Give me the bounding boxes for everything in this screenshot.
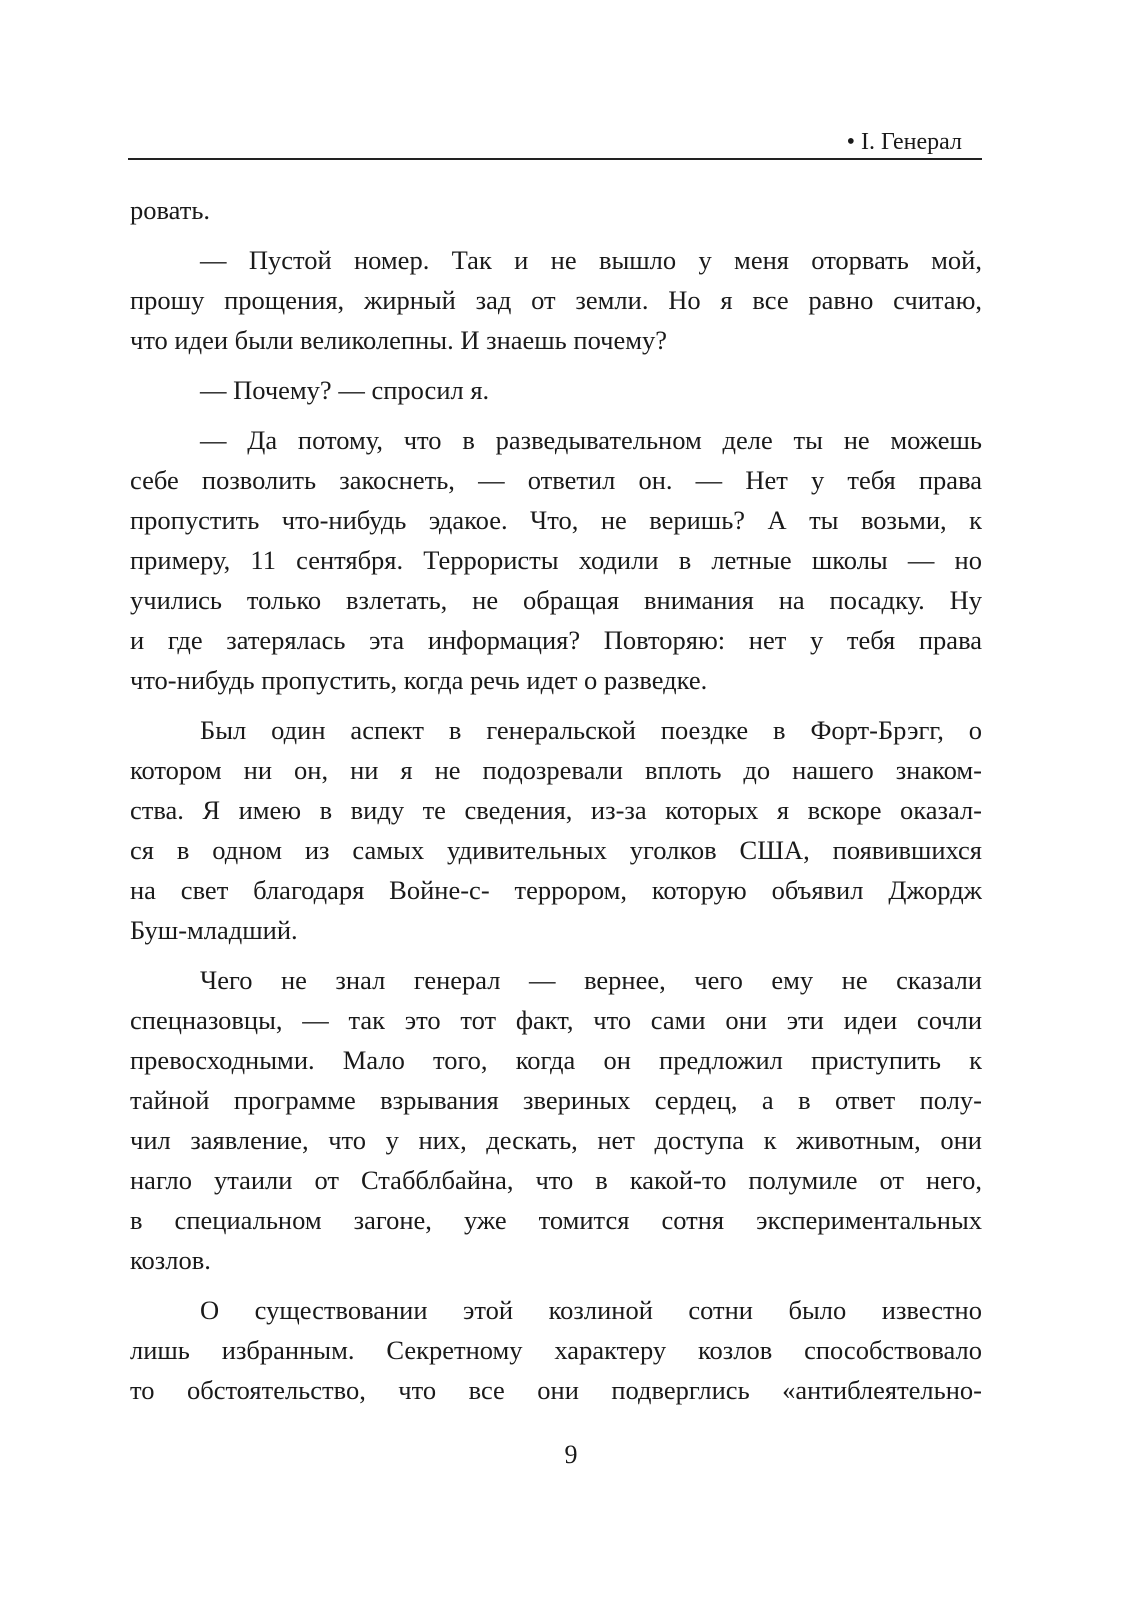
text-line: прошу прощения, жирный зад от земли. Но я все равно считаю, — [130, 285, 982, 315]
page-number: 9 — [564, 1440, 578, 1469]
text-line: — Почему? — спросил я. — [200, 375, 490, 405]
paragraph — [130, 1290, 982, 1410]
text-line: чил заявление, что у них, дескать, нет доступа к животным, они — [130, 1125, 982, 1155]
text-line: нагло утаили от Стабблбайна, что в какой-то полумиле от него, — [130, 1165, 982, 1195]
text-line: то обстоятельство, что все они подверглись «антиблеятельно- — [130, 1375, 982, 1405]
text-line: — Да потому, что в разведывательном деле ты не можешь — [200, 425, 982, 455]
text-line: пропустить что-нибудь эдакое. Что, не веришь? А ты возьми, к — [130, 505, 982, 535]
text-line: что-нибудь пропустить, когда речь идет о разведке. — [130, 665, 708, 695]
text-line: и где затерялась эта информация? Повторяю: нет у тебя права — [130, 625, 982, 655]
text-line: Был один аспект в генеральской поездке в Форт-Брэгг, о — [200, 715, 982, 745]
text-line: учились только взлетать, не обращая внимания на посадку. Ну — [130, 585, 982, 615]
text-line: ства. Я имею в виду те сведения, из-за которых я вскоре оказал- — [130, 795, 982, 825]
text-line: котором ни он, ни я не подозревали вплоть до нашего знаком- — [130, 755, 982, 785]
text-line: в специальном загоне, уже томится сотня экспериментальных — [130, 1205, 982, 1235]
text-line: на свет благодаря Войне-с- террором, которую объявил Джордж — [130, 875, 982, 905]
text-line: ровать. — [130, 195, 211, 225]
paragraph — [130, 240, 982, 360]
paragraph — [130, 420, 982, 700]
page-body — [130, 190, 982, 1410]
text-line: лишь избранным. Секретному характеру козлов способствовало — [130, 1335, 982, 1365]
text-line: тайной программе взрывания звериных сердец, а в ответ полу- — [130, 1085, 982, 1115]
paragraph — [130, 190, 982, 230]
text-line: — Пустой номер. Так и не вышло у меня оторвать мой, — [200, 245, 982, 275]
text-line: примеру, 11 сентября. Террористы ходили в летные школы — но — [130, 545, 982, 575]
text-line: что идеи были великолепны. И знаешь почему? — [130, 325, 668, 355]
running-title: • I. Генерал — [846, 129, 962, 155]
running-header — [128, 128, 982, 160]
text-line: превосходными. Мало того, когда он предложил приступить к — [130, 1045, 982, 1075]
text-line: Чего не знал генерал — вернее, чего ему не сказали — [200, 965, 982, 995]
text-line: Буш-младший. — [130, 915, 298, 945]
paragraph — [130, 370, 982, 410]
text-line: козлов. — [130, 1245, 211, 1275]
text-line: О существовании этой козлиной сотни было известно — [200, 1295, 982, 1325]
text-line: себе позволить закоснеть, — ответил он. — Нет у тебя права — [130, 465, 982, 495]
paragraph — [130, 960, 982, 1280]
text-line: спецназовцы, — так это тот факт, что сами они эти идеи сочли — [130, 1005, 982, 1035]
paragraph — [130, 710, 982, 950]
text-line: ся в одном из самых удивительных уголков США, появившихся — [130, 835, 982, 865]
